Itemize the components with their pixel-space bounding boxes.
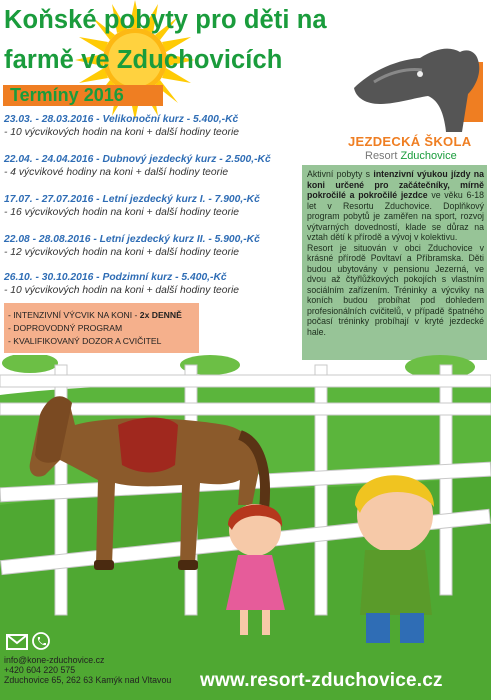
contact-block: [4, 655, 171, 685]
course-item: [4, 234, 294, 259]
course-item: [4, 272, 294, 297]
feature-line: - KVALIFIKOVANÝ DOZOR A CVIČITEL: [8, 336, 162, 346]
course-heading: 22.08 - 28.08.2016 - Letní jezdecký kurz II. - 5.900,-Kč: [4, 234, 260, 245]
feature-line: - INTENZIVNÍ VÝCVIK NA KONI - 2x DENNĚ: [8, 310, 182, 320]
contact-address: Zduchovice 65, 262 63 Kamýk nad Vltavou: [4, 675, 172, 685]
course-detail: - 12 výcvikových hodin na koni + další hodiny teorie: [4, 246, 239, 258]
course-detail: - 4 výcvikové hodiny na koni + další hodiny teorie: [4, 166, 229, 178]
description-paragraph: Resort je situován v obci Zduchovice v krásné přírodě Povltaví a Příbramska. Děti budou ubytovány v pensionu Jezerná, ve dvou až čtyřlůžkových pokojích s vlastním sociálním zařízením. Tréninky a výcviky na koních budou probíhat pod dohledem profesionálních cvičitelů, v případě špatného počasí tréninky probíhají v kryté jezdecké hale.: [307, 242, 484, 337]
contact-phone: +420 604 220 575: [4, 665, 76, 675]
page-title-line2: farmě ve Zduchovicích: [4, 46, 283, 74]
course-heading: 26.10. - 30.10.2016 - Podzimní kurz - 5.400,-Kč: [4, 272, 227, 283]
website-url: www.resort-zduchovice.cz: [200, 670, 443, 691]
terms-badge: Termíny 2016: [3, 85, 163, 106]
contact-email: info@kone-zduchovice.cz: [4, 655, 105, 665]
farm-scene-illustration: [0, 355, 491, 700]
brand-name: JEZDECKÁ ŠKOLA: [348, 134, 472, 149]
course-item: [4, 154, 294, 179]
description-panel: [302, 165, 487, 360]
envelope-icon: [6, 634, 28, 650]
description-paragraph: Aktivní pobyty s intenzivní výukou jízdy na koni určené pro začátečníky, mírně pokročilé a pokročilé jezdce ve věku 6-18 let v Resortu Zduchovice. Doplňkový program pobytů je zaměřen na sport, rozvoj výtvarných dovedností, klade se důraz na vztah dětí k přírodě a vývoj v kolektivu.: [307, 169, 484, 242]
phone-icon: [32, 632, 50, 650]
page-title-line1: Koňské pobyty pro děti na: [4, 6, 327, 34]
feature-line: - DOPROVODNÝ PROGRAM: [8, 323, 123, 333]
course-heading: 23.03. - 28.03.2016 - Velikonoční kurz - 5.400,-Kč: [4, 114, 239, 125]
course-detail: - 10 výcvikových hodin na koni + další hodiny teorie: [4, 284, 239, 296]
course-detail: - 10 výcvikových hodin na koni + další hodiny teorie: [4, 126, 239, 138]
course-item: [4, 114, 294, 139]
course-heading: 22.04. - 24.04.2016 - Dubnový jezdecký kurz - 2.500,-Kč: [4, 154, 271, 165]
course-heading: 17.07. - 27.07.2016 - Letní jezdecký kurz I. - 7.900,-Kč: [4, 194, 260, 205]
horse-head-logo: [350, 42, 485, 134]
brand-resort: Resort Zduchovice: [365, 150, 457, 162]
course-detail: - 16 výcvikových hodin na koni + další hodiny teorie: [4, 206, 239, 218]
course-item: [4, 194, 294, 219]
features-box: [4, 303, 199, 353]
